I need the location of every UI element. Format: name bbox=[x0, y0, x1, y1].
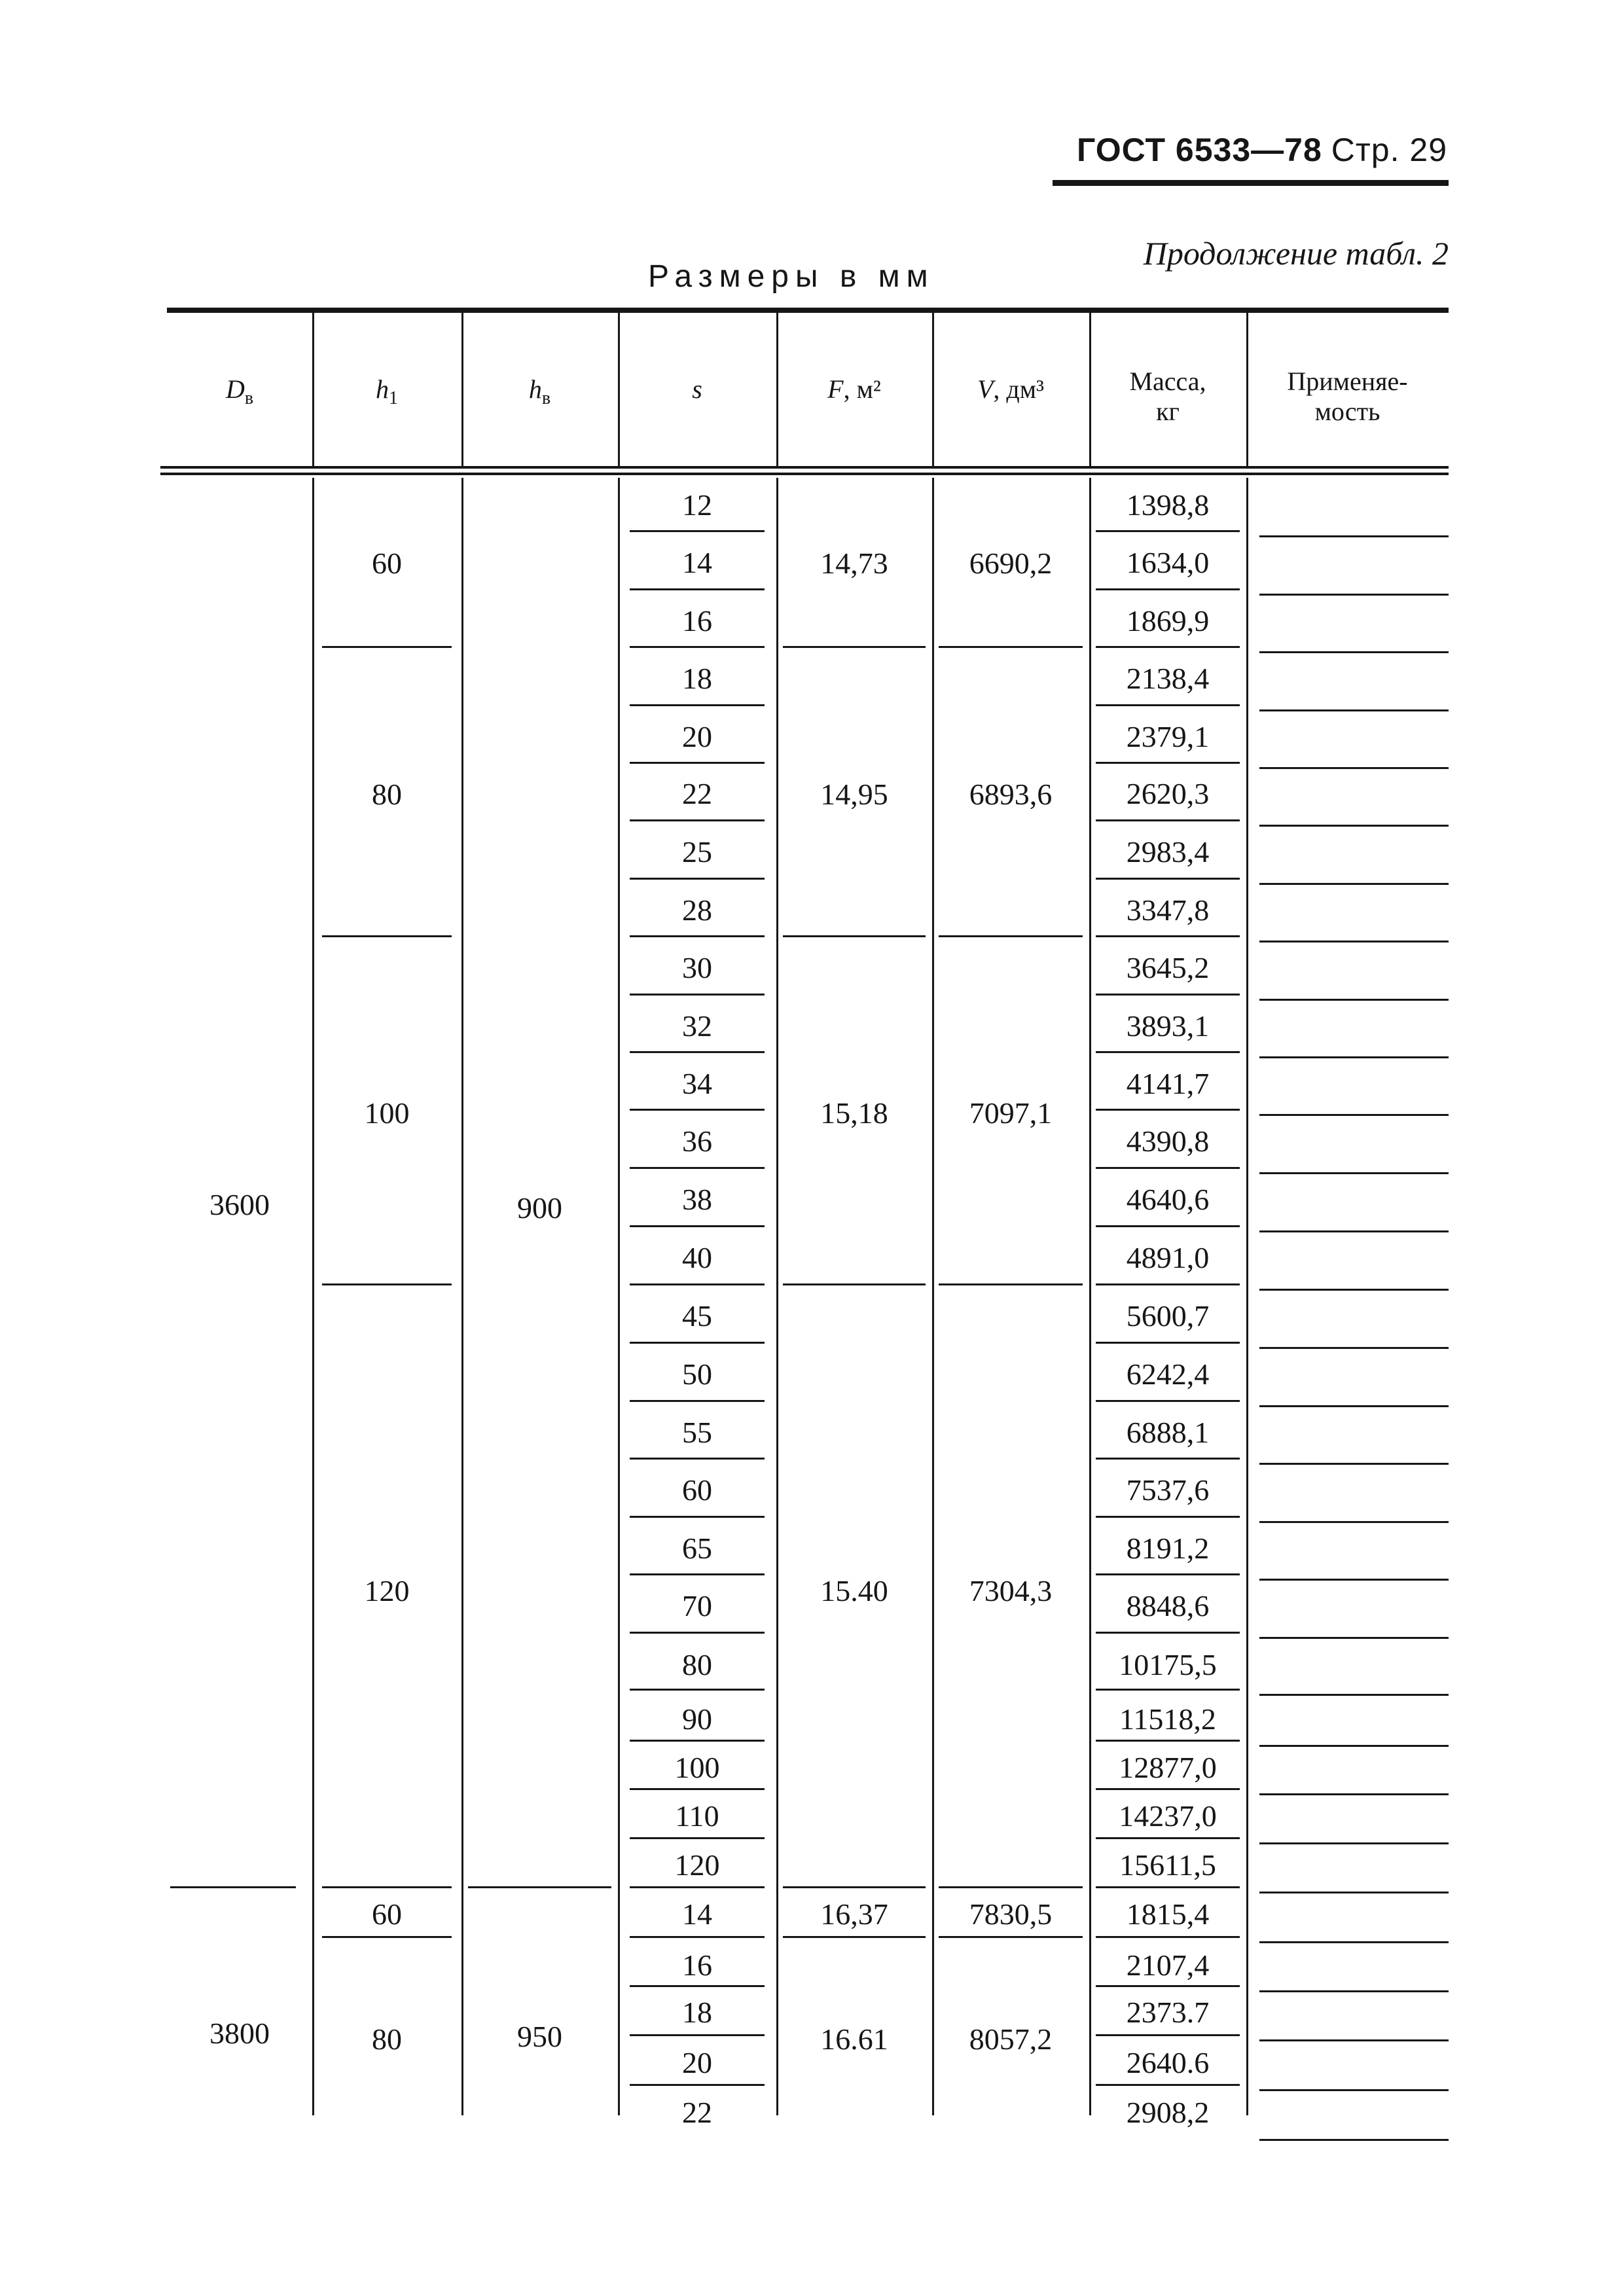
table-continuation-label: Продолжение табл. 2 bbox=[1143, 235, 1449, 272]
row-rule bbox=[630, 1342, 765, 1344]
applicability-rule bbox=[1259, 1230, 1449, 1232]
column-header bbox=[167, 374, 312, 414]
row-rule bbox=[630, 1283, 765, 1285]
column-symbol: F bbox=[827, 374, 844, 404]
row-rule bbox=[630, 935, 765, 937]
thickness-value: 50 bbox=[682, 1357, 712, 1391]
body-column-divider bbox=[776, 478, 778, 2115]
mass-value: 4390,8 bbox=[1126, 1124, 1210, 1158]
applicability-rule bbox=[1259, 1521, 1449, 1523]
row-rule bbox=[630, 1689, 765, 1691]
column-header bbox=[312, 374, 461, 414]
area-value: 14,95 bbox=[820, 778, 888, 811]
mass-value: 1634,0 bbox=[1126, 546, 1210, 579]
header-rule bbox=[1053, 180, 1449, 186]
column-symbol: s bbox=[692, 374, 702, 404]
h1-value: 100 bbox=[364, 1096, 410, 1130]
row-rule bbox=[1096, 1051, 1240, 1053]
thickness-value: 60 bbox=[682, 1473, 712, 1507]
mass-value: 3893,1 bbox=[1126, 1009, 1210, 1043]
applicability-rule bbox=[1259, 1793, 1449, 1795]
applicability-rule bbox=[1259, 2089, 1449, 2091]
volume-value: 7097,1 bbox=[969, 1096, 1053, 1130]
column-unit: Применяе-мость bbox=[1287, 367, 1408, 426]
row-rule bbox=[630, 2034, 765, 2036]
hv-value: 950 bbox=[517, 2019, 562, 2053]
column-unit: , дм³ bbox=[993, 374, 1045, 404]
mass-value: 5600,7 bbox=[1126, 1299, 1210, 1333]
volume-value: 6690,2 bbox=[969, 546, 1053, 580]
mass-value: 2908,2 bbox=[1126, 2096, 1210, 2129]
row-rule bbox=[1096, 1689, 1240, 1691]
block-rule bbox=[322, 935, 452, 937]
page-number: Стр. 29 bbox=[1331, 132, 1447, 168]
mass-value: 3347,8 bbox=[1126, 893, 1210, 927]
area-value: 16.61 bbox=[820, 2022, 888, 2056]
column-unit: , м² bbox=[843, 374, 881, 404]
row-rule bbox=[1096, 1573, 1240, 1575]
area-value: 16,37 bbox=[820, 1897, 888, 1931]
block-rule bbox=[322, 1283, 452, 1285]
column-subscript: в bbox=[541, 388, 551, 408]
applicability-rule bbox=[1259, 1579, 1449, 1581]
block-rule bbox=[939, 1283, 1083, 1285]
block-rule bbox=[783, 646, 926, 648]
mass-value: 6888,1 bbox=[1126, 1416, 1210, 1449]
thickness-value: 22 bbox=[682, 777, 712, 810]
row-rule bbox=[630, 1167, 765, 1169]
column-header bbox=[776, 374, 932, 404]
diameter-value: 3800 bbox=[209, 2016, 270, 2050]
row-rule bbox=[1096, 994, 1240, 996]
mass-value: 4891,0 bbox=[1126, 1241, 1210, 1274]
column-subscript: 1 bbox=[389, 388, 398, 408]
row-rule bbox=[1096, 1886, 1240, 1888]
block-rule bbox=[322, 646, 452, 648]
row-rule bbox=[1096, 704, 1240, 706]
row-rule bbox=[1096, 878, 1240, 880]
row-rule bbox=[1096, 1342, 1240, 1344]
row-rule bbox=[630, 530, 765, 532]
mass-value: 2379,1 bbox=[1126, 720, 1210, 753]
column-symbol: h bbox=[528, 374, 542, 404]
row-rule bbox=[1096, 646, 1240, 648]
thickness-value: 14 bbox=[682, 546, 712, 579]
h1-value: 60 bbox=[372, 546, 402, 580]
row-rule bbox=[1096, 762, 1240, 764]
applicability-rule bbox=[1259, 1990, 1449, 1992]
block-rule bbox=[783, 1936, 926, 1938]
row-rule bbox=[1096, 1788, 1240, 1790]
thickness-value: 120 bbox=[674, 1848, 720, 1882]
mass-value: 11518,2 bbox=[1119, 1702, 1216, 1736]
mass-value: 4141,7 bbox=[1126, 1067, 1210, 1100]
column-symbol: D bbox=[225, 374, 245, 404]
applicability-rule bbox=[1259, 2139, 1449, 2141]
row-rule bbox=[1096, 935, 1240, 937]
column-subscript: в bbox=[244, 388, 254, 408]
row-rule bbox=[630, 1516, 765, 1518]
mass-value: 7537,6 bbox=[1126, 1473, 1210, 1507]
applicability-rule bbox=[1259, 1745, 1449, 1747]
thickness-value: 18 bbox=[682, 662, 712, 695]
mass-value: 6242,4 bbox=[1126, 1357, 1210, 1391]
h1-value: 80 bbox=[372, 778, 402, 811]
mass-value: 1815,4 bbox=[1126, 1897, 1210, 1931]
row-rule bbox=[630, 704, 765, 706]
thickness-value: 25 bbox=[682, 835, 712, 869]
row-rule bbox=[1096, 1458, 1240, 1460]
applicability-rule bbox=[1259, 1405, 1449, 1407]
row-rule bbox=[1096, 1632, 1240, 1634]
applicability-rule bbox=[1259, 1892, 1449, 1893]
body-column-divider bbox=[461, 478, 463, 2115]
thickness-value: 55 bbox=[682, 1416, 712, 1449]
thickness-value: 40 bbox=[682, 1241, 712, 1274]
body-column-divider bbox=[932, 478, 934, 2115]
column-header bbox=[618, 374, 776, 404]
row-rule bbox=[630, 1886, 765, 1888]
thickness-value: 100 bbox=[674, 1751, 720, 1784]
row-rule bbox=[630, 1837, 765, 1839]
mass-value: 14237,0 bbox=[1119, 1799, 1217, 1833]
thickness-value: 28 bbox=[682, 893, 712, 927]
hv-value: 900 bbox=[517, 1191, 562, 1225]
area-value: 15,18 bbox=[820, 1096, 888, 1130]
mass-value: 8191,2 bbox=[1126, 1532, 1210, 1565]
row-rule bbox=[1096, 1516, 1240, 1518]
row-rule bbox=[1096, 530, 1240, 532]
thickness-value: 65 bbox=[682, 1532, 712, 1565]
gost-number: ГОСТ 6533—78 bbox=[1077, 132, 1322, 168]
applicability-rule bbox=[1259, 999, 1449, 1001]
applicability-rule bbox=[1259, 1172, 1449, 1174]
row-rule bbox=[630, 1740, 765, 1742]
block-rule bbox=[322, 1886, 452, 1888]
applicability-rule bbox=[1259, 651, 1449, 653]
row-rule bbox=[1096, 1283, 1240, 1285]
block-rule bbox=[939, 935, 1083, 937]
mass-value: 2138,4 bbox=[1126, 662, 1210, 695]
body-column-divider bbox=[312, 478, 314, 2115]
h1-value: 120 bbox=[364, 1573, 410, 1607]
header-bottom-rule bbox=[160, 466, 1449, 469]
h1-value: 80 bbox=[372, 2022, 402, 2056]
applicability-rule bbox=[1259, 767, 1449, 769]
row-rule bbox=[630, 1632, 765, 1634]
block-rule bbox=[783, 935, 926, 937]
diameter-value: 3600 bbox=[209, 1188, 270, 1221]
applicability-rule bbox=[1259, 1941, 1449, 1943]
row-rule bbox=[630, 1985, 765, 1987]
row-rule bbox=[630, 1573, 765, 1575]
mass-value: 4640,6 bbox=[1126, 1183, 1210, 1216]
mass-value: 3645,2 bbox=[1126, 951, 1210, 984]
applicability-rule bbox=[1259, 1637, 1449, 1639]
column-header bbox=[1246, 367, 1449, 427]
thickness-value: 32 bbox=[682, 1009, 712, 1043]
mass-value: 10175,5 bbox=[1119, 1648, 1217, 1681]
area-value: 14,73 bbox=[820, 546, 888, 580]
thickness-value: 90 bbox=[682, 1702, 712, 1736]
thickness-value: 16 bbox=[682, 1948, 712, 1982]
thickness-value: 80 bbox=[682, 1648, 712, 1681]
applicability-rule bbox=[1259, 883, 1449, 885]
applicability-rule bbox=[1259, 709, 1449, 711]
row-rule bbox=[1096, 1740, 1240, 1742]
thickness-value: 38 bbox=[682, 1183, 712, 1216]
row-rule bbox=[630, 1400, 765, 1402]
thickness-value: 45 bbox=[682, 1299, 712, 1333]
row-rule bbox=[630, 1109, 765, 1111]
mass-value: 2620,3 bbox=[1126, 777, 1210, 810]
thickness-value: 16 bbox=[682, 604, 712, 637]
column-unit: Масса, кг bbox=[1129, 367, 1206, 426]
thickness-value: 36 bbox=[682, 1124, 712, 1158]
row-rule bbox=[1096, 1837, 1240, 1839]
applicability-rule bbox=[1259, 1463, 1449, 1465]
mass-value: 12877,0 bbox=[1119, 1751, 1217, 1784]
column-header bbox=[461, 374, 618, 414]
row-rule bbox=[630, 1225, 765, 1227]
thickness-value: 110 bbox=[675, 1799, 719, 1833]
column-symbol: V bbox=[977, 374, 994, 404]
mass-value: 2983,4 bbox=[1126, 835, 1210, 869]
applicability-rule bbox=[1259, 1289, 1449, 1291]
row-rule bbox=[630, 994, 765, 996]
row-rule bbox=[630, 1936, 765, 1938]
block-rule bbox=[939, 646, 1083, 648]
applicability-rule bbox=[1259, 535, 1449, 537]
column-header bbox=[1089, 367, 1246, 427]
block-rule bbox=[322, 1936, 452, 1938]
area-value: 15.40 bbox=[820, 1573, 888, 1607]
applicability-rule bbox=[1259, 941, 1449, 942]
block-rule bbox=[939, 1936, 1083, 1938]
thickness-value: 70 bbox=[682, 1589, 712, 1623]
thickness-value: 14 bbox=[682, 1897, 712, 1931]
table-top-rule bbox=[167, 308, 1449, 313]
row-rule bbox=[1096, 588, 1240, 590]
volume-value: 8057,2 bbox=[969, 2022, 1053, 2056]
applicability-rule bbox=[1259, 825, 1449, 827]
column-symbol: h bbox=[376, 374, 389, 404]
volume-value: 6893,6 bbox=[969, 778, 1053, 811]
row-rule bbox=[630, 1051, 765, 1053]
row-rule bbox=[630, 588, 765, 590]
row-rule bbox=[630, 1458, 765, 1460]
mass-value: 2373.7 bbox=[1126, 1996, 1210, 2029]
applicability-rule bbox=[1259, 1056, 1449, 1058]
mass-value: 15611,5 bbox=[1119, 1848, 1216, 1882]
column-header bbox=[932, 374, 1089, 404]
mass-value: 1869,9 bbox=[1126, 604, 1210, 637]
row-rule bbox=[1096, 2084, 1240, 2086]
row-rule bbox=[1096, 1225, 1240, 1227]
volume-value: 7830,5 bbox=[969, 1897, 1053, 1931]
group-rule bbox=[170, 1886, 296, 1888]
thickness-value: 20 bbox=[682, 2046, 712, 2079]
row-rule bbox=[630, 878, 765, 880]
units-caption: Размеры в мм bbox=[648, 259, 935, 294]
row-rule bbox=[1096, 1109, 1240, 1111]
document-code bbox=[1077, 131, 1447, 169]
thickness-value: 34 bbox=[682, 1067, 712, 1100]
row-rule bbox=[1096, 1167, 1240, 1169]
applicability-rule bbox=[1259, 594, 1449, 596]
row-rule bbox=[1096, 1400, 1240, 1402]
row-rule bbox=[1096, 819, 1240, 821]
row-rule bbox=[630, 2084, 765, 2086]
row-rule bbox=[1096, 1985, 1240, 1987]
thickness-value: 18 bbox=[682, 1996, 712, 2029]
volume-value: 7304,3 bbox=[969, 1573, 1053, 1607]
row-rule bbox=[630, 819, 765, 821]
thickness-value: 22 bbox=[682, 2096, 712, 2129]
header-bottom-rule-2 bbox=[160, 473, 1449, 475]
block-rule bbox=[939, 1886, 1083, 1888]
row-rule bbox=[1096, 1936, 1240, 1938]
applicability-rule bbox=[1259, 1694, 1449, 1696]
mass-value: 2640.6 bbox=[1126, 2046, 1210, 2079]
mass-value: 1398,8 bbox=[1126, 488, 1210, 522]
applicability-rule bbox=[1259, 1347, 1449, 1349]
mass-value: 2107,4 bbox=[1126, 1948, 1210, 1982]
row-rule bbox=[1096, 2034, 1240, 2036]
group-rule bbox=[468, 1886, 611, 1888]
thickness-value: 30 bbox=[682, 951, 712, 984]
thickness-value: 12 bbox=[682, 488, 712, 522]
block-rule bbox=[783, 1886, 926, 1888]
body-column-divider bbox=[1246, 478, 1248, 2115]
thickness-value: 20 bbox=[682, 720, 712, 753]
applicability-rule bbox=[1259, 2039, 1449, 2041]
mass-value: 8848,6 bbox=[1126, 1589, 1210, 1623]
h1-value: 60 bbox=[372, 1897, 402, 1931]
row-rule bbox=[630, 762, 765, 764]
applicability-rule bbox=[1259, 1114, 1449, 1116]
applicability-rule bbox=[1259, 1842, 1449, 1844]
row-rule bbox=[630, 646, 765, 648]
row-rule bbox=[630, 1788, 765, 1790]
block-rule bbox=[783, 1283, 926, 1285]
